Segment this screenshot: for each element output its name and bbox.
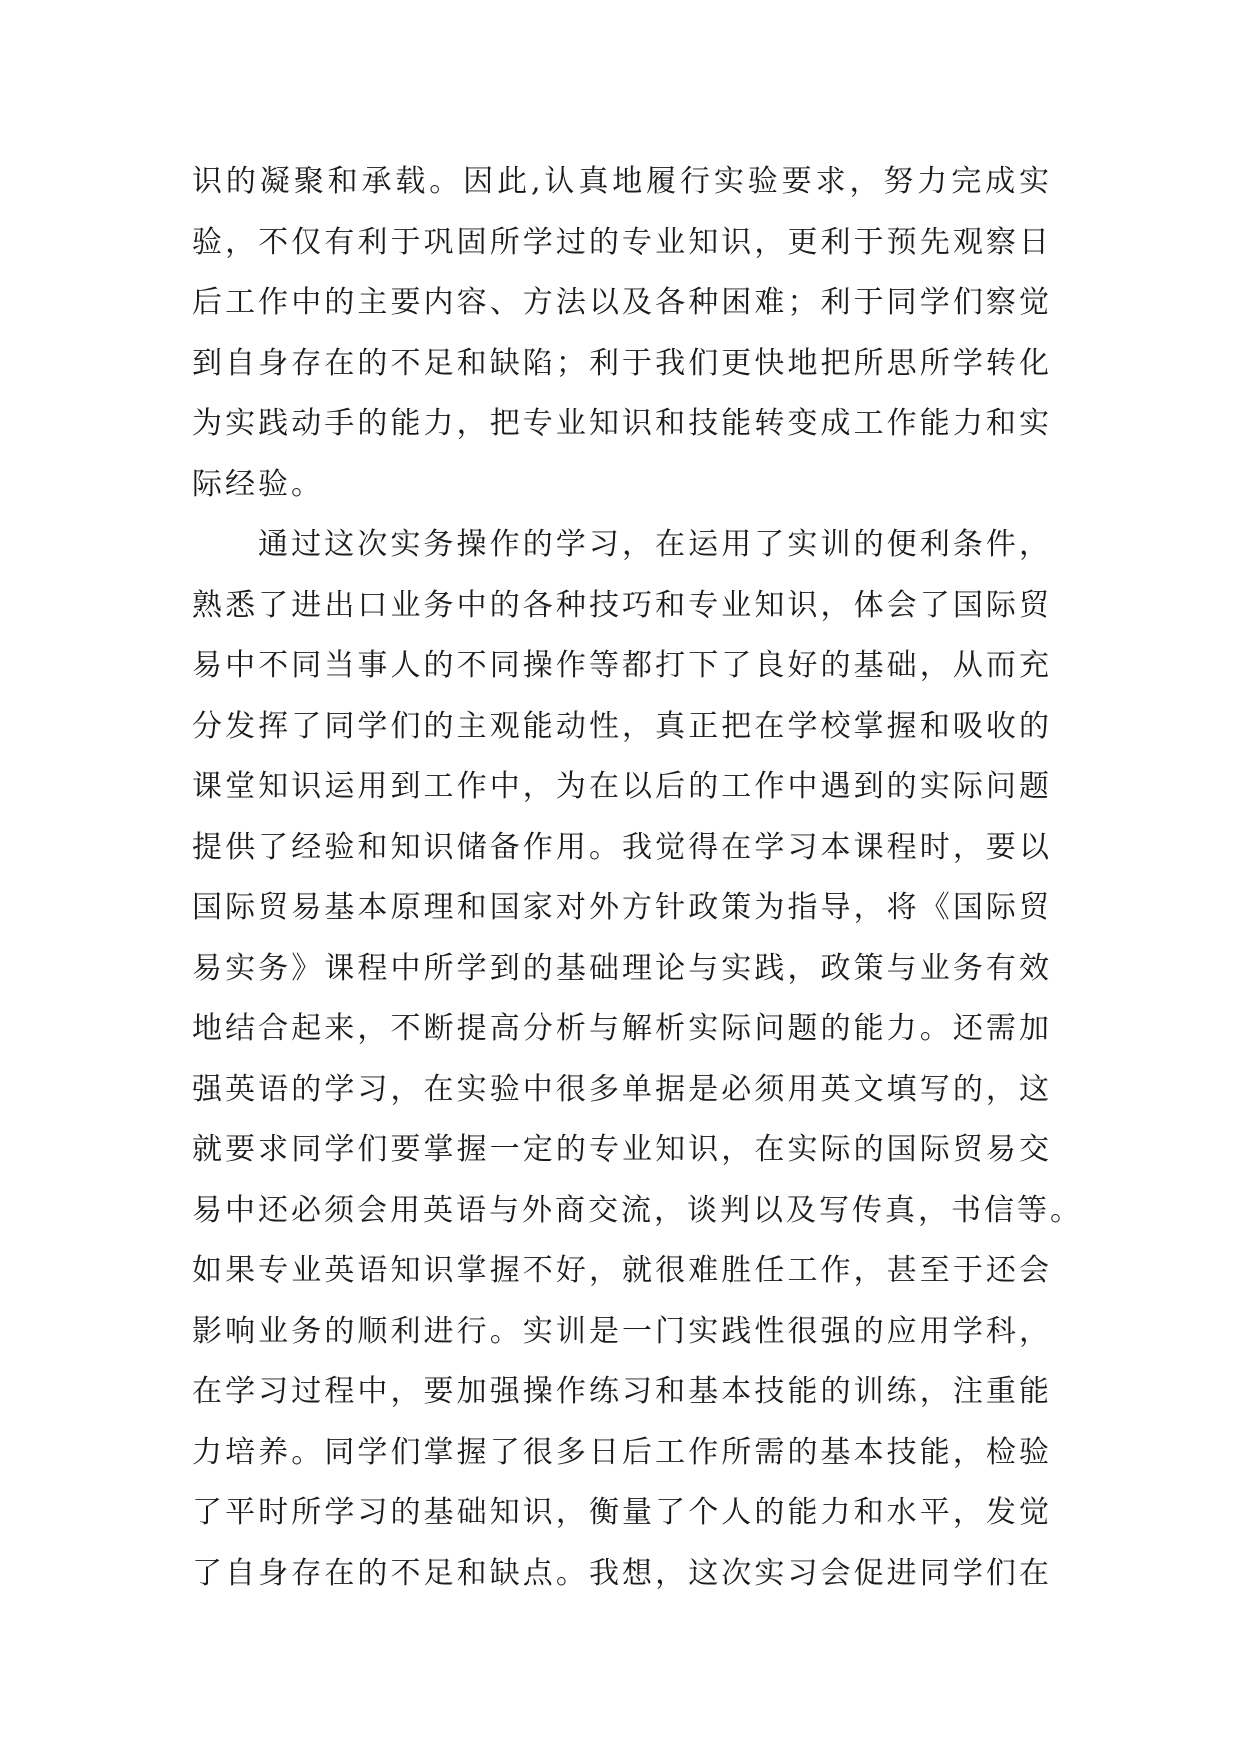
paragraph-2 bbox=[192, 515, 1083, 1604]
text-line: 地结合起来，不断提高分析与解析实际问题的能力。还需加 bbox=[192, 1011, 1052, 1046]
text-line: 际经验。 bbox=[192, 466, 324, 502]
body-text bbox=[192, 152, 1083, 1604]
paragraph-1 bbox=[192, 152, 1052, 515]
text-line: 国际贸易基本原理和国家对外方针政策为指导，将《国际贸 bbox=[192, 890, 1052, 925]
text-line: 通过这次实务操作的学习，在运用了实训的便利条件， bbox=[258, 527, 1052, 562]
text-line: 后工作中的主要内容、方法以及各种困难；利于同学们察觉 bbox=[192, 285, 1052, 320]
text-line: 影响业务的顺利进行。实训是一门实践性很强的应用学科， bbox=[192, 1313, 1052, 1349]
text-line: 如果专业英语知识掌握不好，就很难胜任工作，甚至于还会 bbox=[192, 1253, 1052, 1288]
text-line: 熟悉了进出口业务中的各种技巧和专业知识，体会了国际贸 bbox=[192, 587, 1052, 623]
text-line: 为实践动手的能力，把专业知识和技能转变成工作能力和实 bbox=[192, 406, 1052, 441]
text-line: 易实务》课程中所学到的基础理论与实践，政策与业务有效 bbox=[192, 950, 1052, 986]
text-line: 到自身存在的不足和缺陷；利于我们更快地把所思所学转化 bbox=[192, 345, 1052, 381]
text-line: 验，不仅有利于巩固所学过的专业知识，更利于预先观察日 bbox=[192, 224, 1052, 260]
text-line: 提供了经验和知识储备作用。我觉得在学习本课程时，要以 bbox=[192, 829, 1052, 865]
text-line: 识的凝聚和承载。因此,认真地履行实验要求，努力完成实 bbox=[192, 164, 1052, 199]
text-line: 就要求同学们要掌握一定的专业知识，在实际的国际贸易交 bbox=[192, 1132, 1052, 1167]
text-line: 课堂知识运用到工作中，为在以后的工作中遇到的实际问题 bbox=[192, 769, 1052, 804]
text-line: 分发挥了同学们的主观能动性，真正把在学校掌握和吸收的 bbox=[192, 708, 1052, 744]
text-line: 了平时所学习的基础知识，衡量了个人的能力和水平，发觉 bbox=[192, 1495, 1052, 1530]
text-line: 在学习过程中，要加强操作练习和基本技能的训练，注重能 bbox=[192, 1374, 1052, 1409]
text-line: 易中还必须会用英语与外商交流，谈判以及写传真，书信等。 bbox=[192, 1192, 1083, 1228]
text-line: 力培养。同学们掌握了很多日后工作所需的基本技能，检验 bbox=[192, 1434, 1052, 1470]
text-line: 了自身存在的不足和缺点。我想，这次实习会促进同学们在 bbox=[192, 1555, 1052, 1591]
text-line: 易中不同当事人的不同操作等都打下了良好的基础，从而充 bbox=[192, 648, 1052, 683]
text-line: 强英语的学习，在实验中很多单据是必须用英文填写的，这 bbox=[192, 1071, 1052, 1107]
